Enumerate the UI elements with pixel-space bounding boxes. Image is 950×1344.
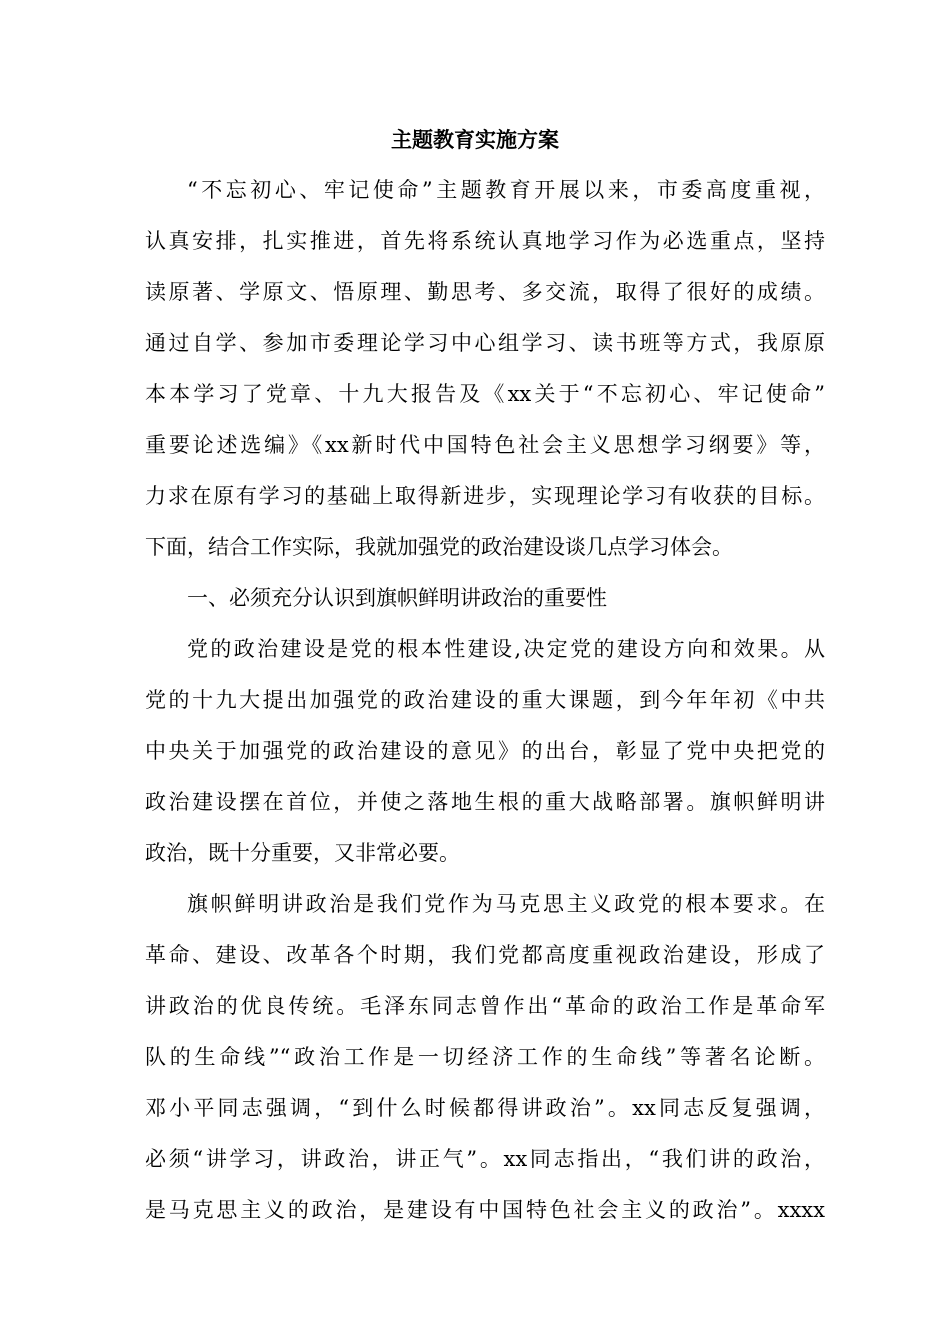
paragraph-line: 力求在原有学习的基础上取得新进步，实现理论学习有收获的目标。: [145, 484, 825, 508]
paragraph-line: 队的生命线”“政治工作是一切经济工作的生命线”等著名论断。: [145, 1045, 825, 1069]
paragraph-line: 读原著、学原文、悟原理、勤思考、多交流，取得了很好的成绩。: [145, 280, 825, 304]
paragraph-line: 重要论述选编》《xx新时代中国特色社会主义思想学习纲要》等，: [145, 433, 825, 457]
paragraph-line: 政治，既十分重要，又非常必要。: [145, 841, 460, 865]
section-heading: 一、必须充分认识到旗帜鲜明讲政治的重要性: [187, 586, 607, 610]
paragraph-line: 党的十九大提出加强党的政治建设的重大课题，到今年年初《中共: [145, 688, 825, 712]
paragraph-line: 邓小平同志强调，“到什么时候都得讲政治”。xx同志反复强调，: [145, 1096, 825, 1120]
paragraph-line: 通过自学、参加市委理论学习中心组学习、读书班等方式，我原原: [145, 331, 825, 355]
paragraph-line: 政治建设摆在首位，并使之落地生根的重大战略部署。旗帜鲜明讲: [145, 790, 825, 814]
paragraph-line: 本本学习了党章、十九大报告及《xx关于“不忘初心、牢记使命”: [145, 382, 825, 406]
paragraph-line: 是马克思主义的政治，是建设有中国特色社会主义的政治”。xxxx: [145, 1198, 825, 1222]
document-title: 主题教育实施方案: [391, 127, 559, 152]
paragraph-line: 认真安排，扎实推进，首先将系统认真地学习作为必选重点，坚持: [145, 229, 825, 253]
paragraph-line: 下面，结合工作实际，我就加强党的政治建设谈几点学习体会。: [145, 535, 733, 559]
paragraph-line: 必须“讲学习，讲政治，讲正气”。xx同志指出，“我们讲的政治，: [145, 1147, 825, 1171]
paragraph-line: 党的政治建设是党的根本性建设,决定党的建设方向和效果。从: [187, 637, 825, 661]
paragraph-line: 革命、建设、改革各个时期，我们党都高度重视政治建设，形成了: [145, 943, 825, 967]
paragraph-line: “不忘初心、牢记使命”主题教育开展以来，市委高度重视，: [187, 178, 825, 202]
paragraph-line: 讲政治的优良传统。毛泽东同志曾作出“革命的政治工作是革命军: [145, 994, 825, 1018]
paragraph-line: 旗帜鲜明讲政治是我们党作为马克思主义政党的根本要求。在: [187, 892, 825, 916]
paragraph-line: 中央关于加强党的政治建设的意见》的出台，彰显了党中央把党的: [145, 739, 825, 763]
